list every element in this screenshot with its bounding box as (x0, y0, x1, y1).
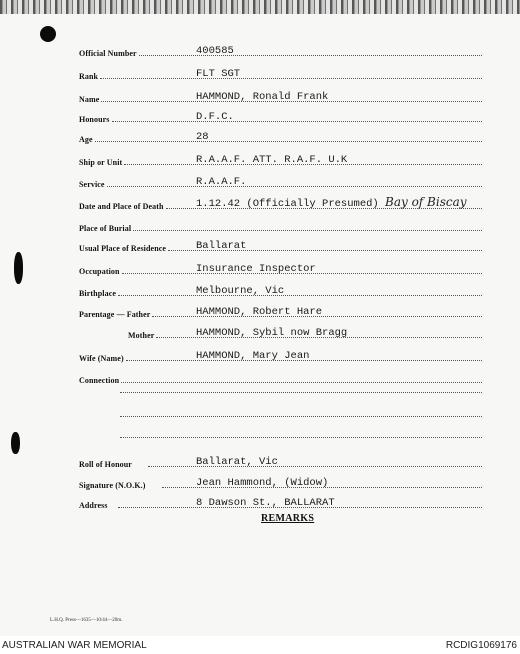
dotted-line (100, 78, 482, 79)
address-row (0, 492, 520, 512)
field-label-connection: Connection (79, 376, 120, 385)
field-value-age: 28 (196, 131, 209, 143)
handwritten-death-place: Bay of Biscay (385, 195, 467, 209)
field-value-birthplace: Melbourne, Vic (196, 285, 285, 297)
field-value-residence: Ballarat (196, 240, 247, 252)
field-label-residence: Usual Place of Residence (79, 244, 167, 253)
dotted-line (121, 382, 482, 383)
field-row-death (0, 193, 520, 213)
dotted-line (139, 55, 482, 56)
scan-edge (0, 0, 520, 14)
field-row-service (0, 171, 520, 191)
field-label-birthplace: Birthplace (79, 289, 116, 298)
field-value-name: HAMMOND, Ronald Frank (196, 91, 329, 103)
field-label-death: Date and Place of Death (79, 202, 164, 211)
field-value-honours: D.F.C. (196, 111, 234, 123)
field-label-rank: Rank (79, 72, 99, 81)
field-row-occupation (0, 258, 520, 278)
field-value-occupation: Insurance Inspector (196, 263, 316, 275)
signature-value: Jean Hammond, (Widow) (196, 477, 329, 489)
printer-mark: L.H.Q. Press—1635—10/44—20m. (50, 618, 123, 623)
signature-row (0, 472, 520, 492)
field-row-residence (0, 235, 520, 255)
field-row-mother (0, 322, 520, 342)
dotted-line (107, 186, 482, 187)
field-row-burial (0, 215, 520, 235)
field-label-father: Parentage — Father (79, 310, 151, 319)
remarks-heading: REMARKS (261, 513, 315, 524)
field-value-rank: FLT SGT (196, 68, 241, 80)
field-row-age (0, 126, 520, 146)
field-label-wife: Wife (Name) (79, 354, 124, 363)
dotted-line (118, 295, 482, 296)
field-label-honours: Honours (79, 115, 110, 124)
field-value-service: R.A.A.F. (196, 176, 247, 188)
field-value-father: HAMMOND, Robert Hare (196, 306, 323, 318)
field-value-unit: R.A.A.F. ATT. R.A.F. U.K (196, 154, 348, 166)
field-value-wife: HAMMOND, Mary Jean (196, 350, 310, 362)
field-row-unit (0, 149, 520, 169)
field-row-name (0, 86, 520, 106)
field-value-official: 400585 (196, 45, 234, 57)
connection-line (120, 416, 482, 417)
roll-of-honour-value: Ballarat, Vic (196, 456, 278, 468)
field-label-burial: Place of Burial (79, 224, 132, 233)
connection-line (120, 392, 482, 393)
field-label-occupation: Occupation (79, 267, 120, 276)
field-value-mother: HAMMOND, Sybil now Bragg (196, 327, 348, 339)
field-row-birthplace (0, 280, 520, 300)
field-row-father (0, 301, 520, 321)
signature-label: Signature (N.O.K.) (79, 481, 146, 490)
field-label-mother: Mother (128, 331, 155, 340)
connection-line (120, 437, 482, 438)
field-label-service: Service (79, 180, 105, 189)
roll-of-honour-label: Roll of Honour (79, 460, 132, 469)
roll-of-honour-row (0, 451, 520, 471)
footer-record-id: RCDIG1069176 (445, 640, 517, 651)
field-label-age: Age (79, 135, 93, 144)
footer-archive-name: AUSTRALIAN WAR MEMORIAL (2, 640, 147, 651)
field-row-honours (0, 106, 520, 126)
address-value: 8 Dawson St., BALLARAT (196, 497, 335, 509)
field-row-official (0, 40, 520, 60)
address-label: Address (79, 501, 108, 510)
field-label-official: Official Number (79, 49, 137, 58)
field-label-unit: Ship or Unit (79, 158, 123, 167)
dotted-line (112, 121, 482, 122)
field-value-death: 1.12.42 (Officially Presumed) (196, 198, 379, 210)
field-label-name: Name (79, 95, 100, 104)
dotted-line (133, 230, 482, 231)
field-row-wife (0, 345, 520, 365)
field-row-connection (0, 367, 520, 387)
field-row-rank (0, 63, 520, 83)
dotted-line (95, 141, 482, 142)
